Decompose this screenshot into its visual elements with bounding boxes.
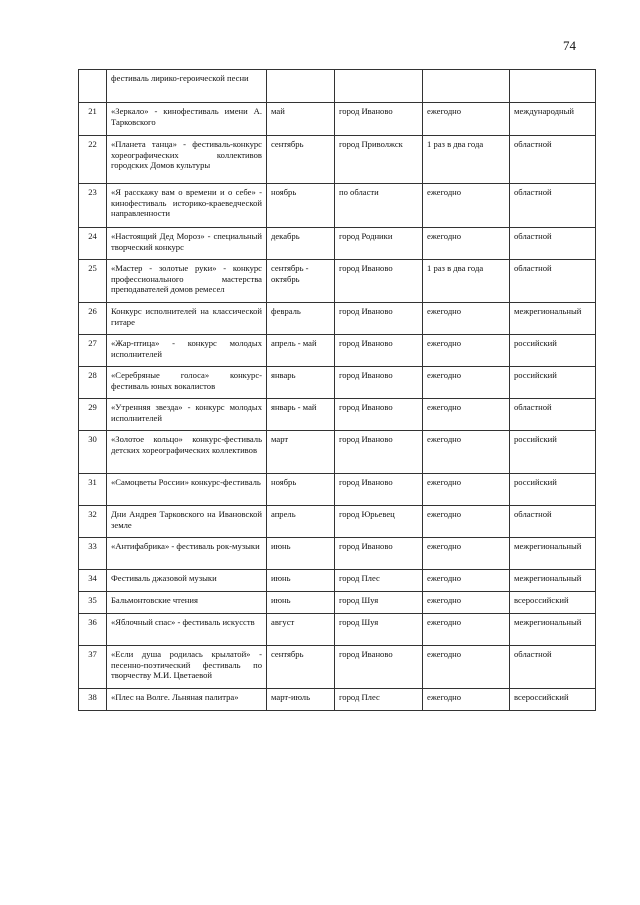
event-place-cell: город Иваново — [335, 335, 423, 367]
table-row — [79, 506, 596, 538]
event-period-cell: сентябрь — [267, 136, 335, 184]
event-period-cell: февраль — [267, 303, 335, 335]
event-frequency-cell: ежегодно — [423, 367, 510, 399]
event-frequency-cell: ежегодно — [423, 228, 510, 260]
row-number-cell: 33 — [79, 538, 107, 570]
event-name-cell: «Настоящий Дед Мороз» - специальный творческий конкурс — [107, 228, 267, 260]
table-row — [79, 335, 596, 367]
event-place-cell: город Плес — [335, 689, 423, 711]
row-number-cell: 31 — [79, 474, 107, 506]
table-row — [79, 136, 596, 184]
event-place-cell: город Иваново — [335, 538, 423, 570]
event-period-cell: январь — [267, 367, 335, 399]
row-number-cell: 38 — [79, 689, 107, 711]
table-row — [79, 592, 596, 614]
event-frequency-cell: ежегодно — [423, 303, 510, 335]
row-number-cell: 27 — [79, 335, 107, 367]
event-name-cell: Дни Андрея Тарковского на Ивановской земле — [107, 506, 267, 538]
row-number-cell: 28 — [79, 367, 107, 399]
event-level-cell: международный — [510, 103, 596, 136]
event-level-cell: областной — [510, 260, 596, 303]
event-period-cell: ноябрь — [267, 474, 335, 506]
row-number-cell: 22 — [79, 136, 107, 184]
event-period-cell: ноябрь — [267, 184, 335, 228]
event-place-cell: город Иваново — [335, 431, 423, 474]
event-period-cell: сентябрь — [267, 646, 335, 689]
event-frequency-cell — [423, 70, 510, 103]
event-period-cell: март-июль — [267, 689, 335, 711]
row-number-cell: 34 — [79, 570, 107, 592]
event-place-cell: город Иваново — [335, 260, 423, 303]
event-level-cell: межрегиональный — [510, 614, 596, 646]
event-frequency-cell: ежегодно — [423, 614, 510, 646]
event-name-cell: «Планета танца» - фестиваль-конкурс хореографических коллективов городских Домов культуры — [107, 136, 267, 184]
table-row — [79, 184, 596, 228]
event-frequency-cell: ежегодно — [423, 570, 510, 592]
event-period-cell: июнь — [267, 592, 335, 614]
event-period-cell: апрель - май — [267, 335, 335, 367]
event-level-cell: областной — [510, 506, 596, 538]
row-number-cell: 35 — [79, 592, 107, 614]
event-level-cell: областной — [510, 646, 596, 689]
event-frequency-cell: ежегодно — [423, 646, 510, 689]
event-name-cell: «Золотое кольцо» конкурс-фестиваль детских хореографических коллективов — [107, 431, 267, 474]
event-name-cell: «Серебряные голоса» конкурс-фестиваль юных вокалистов — [107, 367, 267, 399]
event-place-cell: город Иваново — [335, 103, 423, 136]
event-level-cell: областной — [510, 399, 596, 431]
row-number-cell: 26 — [79, 303, 107, 335]
event-frequency-cell: 1 раз в два года — [423, 136, 510, 184]
event-place-cell: город Шуя — [335, 614, 423, 646]
event-period-cell: декабрь — [267, 228, 335, 260]
event-level-cell: российский — [510, 474, 596, 506]
event-level-cell: российский — [510, 431, 596, 474]
row-number-cell: 23 — [79, 184, 107, 228]
event-place-cell: город Родники — [335, 228, 423, 260]
event-place-cell: город Приволжск — [335, 136, 423, 184]
event-frequency-cell: ежегодно — [423, 431, 510, 474]
event-period-cell: июнь — [267, 538, 335, 570]
event-frequency-cell: ежегодно — [423, 474, 510, 506]
row-number-cell: 36 — [79, 614, 107, 646]
event-place-cell: город Иваново — [335, 399, 423, 431]
event-place-cell: город Шуя — [335, 592, 423, 614]
table-row — [79, 538, 596, 570]
event-place-cell: город Юрьевец — [335, 506, 423, 538]
event-period-cell: апрель — [267, 506, 335, 538]
table-row — [79, 689, 596, 711]
event-place-cell: город Плес — [335, 570, 423, 592]
event-frequency-cell: ежегодно — [423, 399, 510, 431]
table-row — [79, 474, 596, 506]
table-row — [79, 570, 596, 592]
event-period-cell: август — [267, 614, 335, 646]
event-period-cell: июнь — [267, 570, 335, 592]
page-number: 74 — [563, 38, 576, 53]
event-name-cell: фестиваль лирико-героической песни — [107, 70, 267, 103]
events-table-body — [79, 70, 596, 711]
event-level-cell: областной — [510, 228, 596, 260]
event-name-cell: «Если душа родилась крылатой» - песенно-поэтический фестиваль по творчеству М.И. Цветаевой — [107, 646, 267, 689]
event-name-cell: «Яблочный спас» - фестиваль искусств — [107, 614, 267, 646]
event-name-cell: «Я расскажу вам о времени и о себе» - кинофестиваль историко-краеведческой направленности — [107, 184, 267, 228]
event-frequency-cell: ежегодно — [423, 184, 510, 228]
table-row — [79, 303, 596, 335]
event-frequency-cell: 1 раз в два года — [423, 260, 510, 303]
event-level-cell: межрегиональный — [510, 303, 596, 335]
event-name-cell: «Плес на Волге. Льняная палитра» — [107, 689, 267, 711]
event-level-cell: российский — [510, 335, 596, 367]
event-period-cell: сентябрь - октябрь — [267, 260, 335, 303]
event-name-cell: «Зеркало» - кинофестиваль имени А. Тарковского — [107, 103, 267, 136]
event-name-cell: «Антифабрика» - фестиваль рок-музыки — [107, 538, 267, 570]
event-level-cell: областной — [510, 184, 596, 228]
event-name-cell: «Мастер - золотые руки» - конкурс профессионального мастерства преподавателей домов ремесел — [107, 260, 267, 303]
event-place-cell: город Иваново — [335, 367, 423, 399]
event-frequency-cell: ежегодно — [423, 103, 510, 136]
event-place-cell: город Иваново — [335, 646, 423, 689]
event-period-cell: май — [267, 103, 335, 136]
event-place-cell: город Иваново — [335, 303, 423, 335]
events-table — [78, 69, 596, 711]
table-row — [79, 367, 596, 399]
row-number-cell: 32 — [79, 506, 107, 538]
event-level-cell: областной — [510, 136, 596, 184]
row-number-cell: 30 — [79, 431, 107, 474]
row-number-cell: 24 — [79, 228, 107, 260]
event-level-cell: межрегиональный — [510, 538, 596, 570]
event-frequency-cell: ежегодно — [423, 335, 510, 367]
table-row — [79, 103, 596, 136]
row-number-cell: 25 — [79, 260, 107, 303]
table-row — [79, 614, 596, 646]
event-place-cell: город Иваново — [335, 474, 423, 506]
event-place-cell: по области — [335, 184, 423, 228]
event-name-cell: Конкурс исполнителей на классической гитаре — [107, 303, 267, 335]
event-level-cell: всероссийский — [510, 592, 596, 614]
event-place-cell — [335, 70, 423, 103]
row-number-cell — [79, 70, 107, 103]
table-row — [79, 431, 596, 474]
event-frequency-cell: ежегодно — [423, 689, 510, 711]
event-level-cell: всероссийский — [510, 689, 596, 711]
table-row — [79, 260, 596, 303]
event-level-cell: российский — [510, 367, 596, 399]
event-level-cell — [510, 70, 596, 103]
row-number-cell: 37 — [79, 646, 107, 689]
row-number-cell: 21 — [79, 103, 107, 136]
event-name-cell: Фестиваль джазовой музыки — [107, 570, 267, 592]
event-period-cell — [267, 70, 335, 103]
event-frequency-cell: ежегодно — [423, 592, 510, 614]
table-row — [79, 646, 596, 689]
table-row — [79, 228, 596, 260]
event-period-cell: март — [267, 431, 335, 474]
event-name-cell: «Утренняя звезда» - конкурс молодых исполнителей — [107, 399, 267, 431]
table-row — [79, 399, 596, 431]
event-level-cell: межрегиональный — [510, 570, 596, 592]
row-number-cell: 29 — [79, 399, 107, 431]
table-row — [79, 70, 596, 103]
event-frequency-cell: ежегодно — [423, 538, 510, 570]
event-name-cell: «Жар-птица» - конкурс молодых исполнителей — [107, 335, 267, 367]
event-period-cell: январь - май — [267, 399, 335, 431]
event-frequency-cell: ежегодно — [423, 506, 510, 538]
event-name-cell: «Самоцветы России» конкурс-фестиваль — [107, 474, 267, 506]
event-name-cell: Бальмонтовские чтения — [107, 592, 267, 614]
